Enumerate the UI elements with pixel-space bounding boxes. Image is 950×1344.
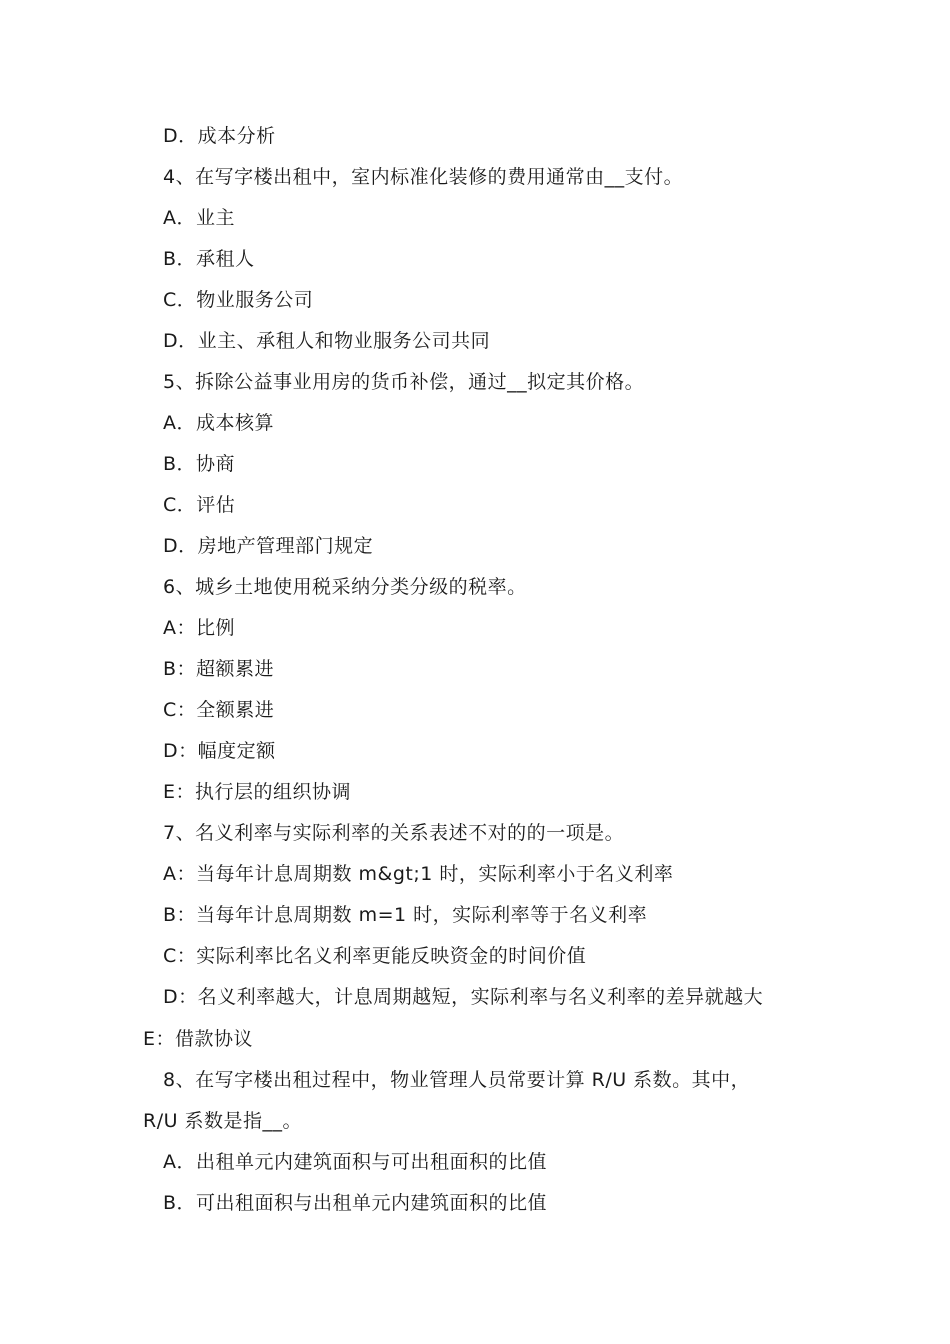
question-8-continued: R/U 系数是指__。: [143, 1110, 303, 1132]
option-c-q5: C．评估: [163, 494, 236, 516]
question-8: 8、在写字楼出租过程中，物业管理人员常要计算 R/U 系数。其中，: [163, 1069, 751, 1091]
option-b-q5: B．协商: [163, 453, 236, 475]
option-d-q3: D．成本分析: [163, 125, 276, 147]
option-a-q6: A：比例: [163, 617, 235, 639]
option-c-q7: C：实际利率比名义利率更能反映资金的时间价值: [163, 945, 587, 967]
option-c-q4: C．物业服务公司: [163, 289, 314, 311]
option-a-q4: A．业主: [163, 207, 235, 229]
option-e-q6: E：执行层的组织协调: [163, 781, 352, 803]
option-d-q5: D．房地产管理部门规定: [163, 535, 374, 557]
option-a-q5: A．成本核算: [163, 412, 274, 434]
question-7: 7、名义利率与实际利率的关系表述不对的的一项是。: [163, 822, 625, 844]
option-b-q8: B．可出租面积与出租单元内建筑面积的比值: [163, 1192, 548, 1214]
option-b-q4: B．承租人: [163, 248, 255, 270]
option-d-q7: D：名义利率越大，计息周期越短，实际利率与名义利率的差异就越大: [163, 986, 764, 1008]
option-b-q6: B：超额累进: [163, 658, 275, 680]
question-4: 4、在写字楼出租中，室内标准化装修的费用通常由__支付。: [163, 166, 684, 188]
question-5: 5、拆除公益事业用房的货币补偿，通过__拟定其价格。: [163, 371, 645, 393]
question-6: 6、城乡土地使用税采纳分类分级的税率。: [163, 576, 527, 598]
option-a-q7: A：当每年计息周期数 m&gt;1 时，实际利率小于名义利率: [163, 863, 674, 885]
option-a-q8: A．出租单元内建筑面积与可出租面积的比值: [163, 1151, 547, 1173]
option-c-q6: C：全额累进: [163, 699, 275, 721]
option-e-q7: E：借款协议: [143, 1028, 254, 1050]
option-b-q7: B：当每年计息周期数 m=1 时，实际利率等于名义利率: [163, 904, 648, 926]
option-d-q4: D．业主、承租人和物业服务公司共同: [163, 330, 491, 352]
option-d-q6: D：幅度定额: [163, 740, 276, 762]
